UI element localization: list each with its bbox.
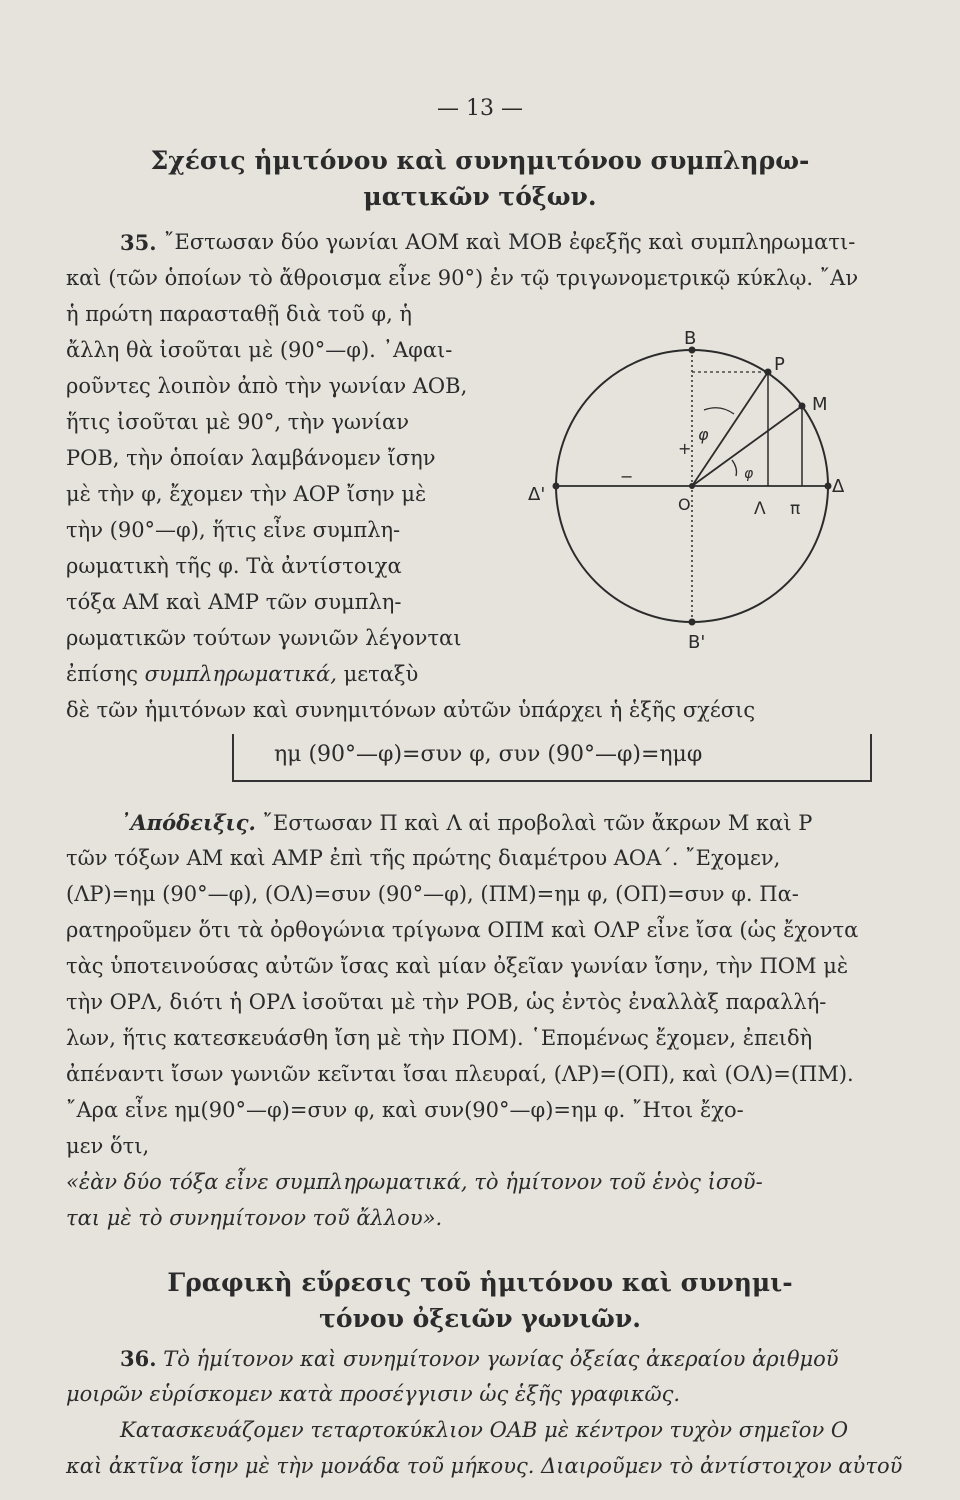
label-B-prime: Β': [688, 632, 706, 653]
angle-arc-lower: [732, 460, 737, 476]
proof-line-3: (ΛΡ)=ημ (90°—φ), (ΟΛ)=συν (90°—φ), (ΠΜ)=ημ φ, (ΟΠ)=συν φ. Πα-: [66, 882, 799, 906]
section2-line-1: 36. Τὸ ἡμίτονον καὶ συνημίτονον γωνίας ὀξείας ἀκεραίου ἀριθμοῦ: [120, 1346, 839, 1371]
proof-line-6: τὴν ΟΡΛ, διότι ἡ ΟΡΛ ἰσοῦται μὲ τὴν ΡΟΒ, ὡς ἐντὸς ἐναλλὰξ παραλλή-: [66, 990, 827, 1014]
text-line-11: τόξα ΑΜ καὶ ΑΜΡ τῶν συμπλη-: [66, 590, 402, 614]
label-minus-sign: −: [620, 467, 634, 486]
text-line-1: ῎Εστωσαν δύο γωνίαι ΑΟΜ καὶ ΜΟΒ ἐφεξῆς καὶ συμπληρωματι-: [164, 230, 856, 254]
page-number: — 13 —: [437, 96, 523, 121]
text-line-6: ἥτις ἰσοῦται μὲ 90°, τὴν γωνίαν: [66, 410, 409, 434]
label-B: Β: [684, 330, 697, 349]
formula-box: [232, 734, 872, 782]
text-line-14: δὲ τῶν ἡμιτόνων καὶ συνημιτόνων αὐτῶν ὑπάρχει ἡ ἑξῆς σχέσις: [66, 698, 756, 722]
section2-line-3: Κατασκευάζομεν τεταρτοκύκλιον ΟΑΒ μὲ κέντρον τυχὸν σημεῖον Ο: [120, 1418, 849, 1442]
label-A: Δ: [832, 476, 845, 497]
text-line-13: ἐπίσης συμπληρωματικά, μεταξὺ: [66, 662, 419, 686]
proof-line-9: ῎Αρα εἶνε ημ(90°—φ)=συν φ, καὶ συν(90°—φ)=ημ φ. ῎Ητοι ἔχο-: [66, 1098, 744, 1122]
text-line-7: ΡΟΒ, τὴν ὁποίαν λαμβάνομεν ἴσην: [66, 446, 436, 470]
quote-line-1: «ἐὰν δύο τόξα εἶνε συμπληρωματικά, τὸ ἡμίτονον τοῦ ἑνὸς ἰσοῦ-: [66, 1170, 763, 1194]
text-line-3: ἡ πρώτη παρασταθῇ διὰ τοῦ φ, ἡ: [66, 302, 413, 326]
label-P: Ρ: [774, 354, 785, 375]
proof-line-2: τῶν τόξων ΑΜ καὶ ΑΜΡ ἐπὶ τῆς πρώτης διαμέτρου ΑΟΑ΄. ῎Εχομεν,: [66, 846, 781, 870]
label-O: Ο: [678, 495, 691, 514]
angle-arc-upper: [704, 408, 734, 414]
section2-title-line-2: τόνου ὀξειῶν γωνιῶν.: [319, 1304, 641, 1333]
section-title-line-2: ματικῶν τόξων.: [363, 182, 597, 211]
proof-line-10: μεν ὅτι,: [66, 1134, 150, 1158]
quote-line-2: ται μὲ τὸ συνημίτονον τοῦ ἄλλου».: [66, 1206, 443, 1230]
label-phi-upper: φ: [698, 425, 709, 444]
proof-line-8: ἀπέναντι ἴσων γωνιῶν κεῖνται ἴσαι πλευραί, (ΛΡ)=(ΟΠ), καὶ (ΟΛ)=(ΠΜ).: [66, 1062, 854, 1086]
proof-line-7: λων, ἥτις κατεσκευάσθη ἴση μὲ τὴν ΠΟΜ). ῾Επομένως ἔχομεν, ἐπειδὴ: [66, 1026, 813, 1050]
point-P: [765, 369, 772, 376]
proof-line-5: τὰς ὑποτεινούσας αὐτῶν ἴσας καὶ μίαν ὀξεῖαν γωνίαν ἴσην, τὴν ΠΟΜ μὲ: [66, 954, 849, 978]
section2-line-2: μοιρῶν εὑρίσκομεν κατὰ προσέγγισιν ὡς ἑξῆς γραφικῶς.: [66, 1382, 681, 1406]
point-O: [689, 483, 695, 489]
text-line-8: μὲ τὴν φ, ἔχομεν τὴν ΑΟΡ ἴσην μὲ: [66, 482, 427, 506]
text-line-5: ροῦντες λοιπὸν ἀπὸ τὴν γωνίαν ΑΟΒ,: [66, 374, 468, 398]
point-A-prime: [553, 483, 560, 490]
label-Pi: π: [790, 499, 801, 519]
section-title-line-1: Σχέσις ἡμιτόνου καὶ συνημιτόνου συμπληρω-: [150, 146, 810, 175]
paragraph-number-35: 35.: [120, 230, 157, 255]
formula-text: ημ (90°—φ)=συν φ, συν (90°—φ)=ημφ: [274, 742, 703, 767]
text-line-4: ἄλλη θὰ ἰσοῦται μὲ (90°—φ). ᾿Αφαι-: [66, 338, 453, 362]
label-M: Μ: [812, 394, 828, 415]
trig-circle-figure: [520, 330, 880, 660]
proof-line-4: ρατηροῦμεν ὅτι τὰ ὀρθογώνια τρίγωνα ΟΠΜ καὶ ΟΛΡ εἶνε ἴσα (ὡς ἔχοντα: [66, 918, 859, 942]
point-B-prime: [689, 619, 696, 626]
point-M: [799, 403, 806, 410]
text-line-10: ρωματικὴ τῆς φ. Τὰ ἀντίστοιχα: [66, 554, 402, 578]
point-A: [825, 483, 832, 490]
text-line-2: καὶ (τῶν ὁποίων τὸ ἄθροισμα εἶνε 90°) ἐν τῷ τριγωνομετρικῷ κύκλῳ. ῎Αν: [66, 266, 859, 290]
text-line-12: ρωματικῶν τούτων γωνιῶν λέγονται: [66, 626, 462, 650]
text-line-9: τὴν (90°—φ), ἥτις εἶνε συμπλη-: [66, 518, 401, 542]
proof-line-1: ᾿Απόδειξις. ῎Εστωσαν Π καὶ Λ αἱ προβολαὶ τῶν ἄκρων Μ καὶ Ρ: [120, 810, 813, 835]
label-plus-sign: +: [678, 439, 692, 458]
section2-title-line-1: Γραφικὴ εὕρεσις τοῦ ἡμιτόνου καὶ συνημι-: [167, 1268, 793, 1297]
label-A-prime: Δ': [528, 484, 546, 505]
label-Lambda: Λ: [754, 499, 766, 519]
label-phi-lower: φ: [744, 466, 754, 482]
section2-line-4: καὶ ἀκτῖνα ἴσην μὲ τὴν μονάδα τοῦ μήκους. Διαιροῦμεν τὸ ἀντίστοιχον αὐτοῦ: [66, 1454, 903, 1478]
